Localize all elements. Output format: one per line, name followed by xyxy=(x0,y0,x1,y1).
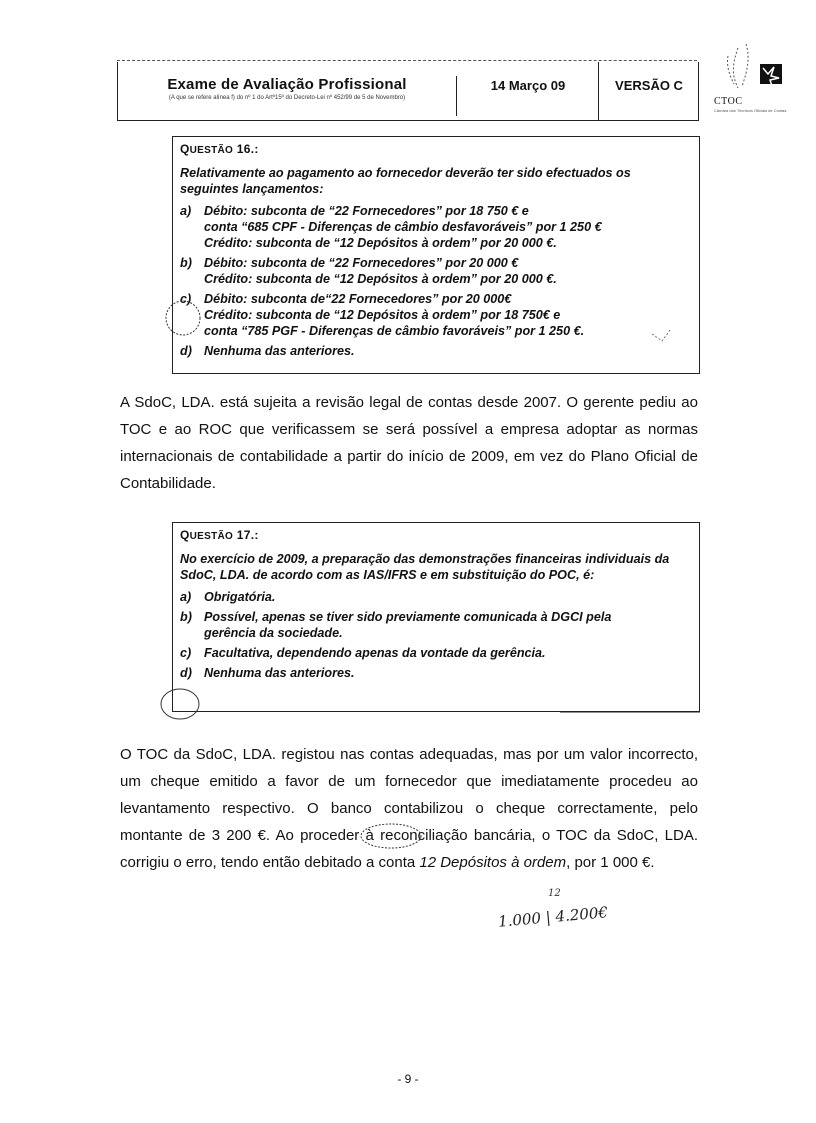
answer-option-b[interactable]: b) Débito: subconta de “22 Fornecedores” por 20 000 € Crédito: subconta de “12 Depósitos à ordem” por 20 000 €. xyxy=(180,256,557,286)
exam-subtitle: (A que se refere alínea f) do nº 1 do Artº15º do Decreto-Lei nº 452/99 de 5 de Novembro) xyxy=(168,95,406,101)
answer-option-a[interactable]: a) Obrigatória. xyxy=(180,590,276,604)
exam-header xyxy=(117,62,699,121)
exam-date: 14 Março 09 xyxy=(490,78,566,93)
exam-title: Exame de Avaliação Profissional xyxy=(167,76,407,93)
logo-subtext: Câmara dos Técnicos Oficiais de Contas xyxy=(714,108,787,113)
page-number: - 9 - xyxy=(397,1072,419,1086)
question-stem: Relativamente ao pagamento ao fornecedor deverão ter sido efectuados os seguintes lançamentos: xyxy=(180,166,631,196)
header-top-line xyxy=(117,60,697,61)
handwritten-note: 12 xyxy=(548,888,561,899)
exam-version: VERSÃO C xyxy=(615,78,683,93)
answer-option-a[interactable]: a) Débito: subconta de “22 Fornecedores” por 18 750 € e conta “685 CPF - Diferenças de câmbio desfavoráveis” por 1 250 € Crédito: subconta de “12 Depósitos à ordem” por 20 000 €. xyxy=(180,204,602,250)
context-paragraph: O TOC da SdoC, LDA. registou nas contas adequadas, mas por um valor incorrecto, um cheque emitido a favor de um fornecedor que imediatamente procedeu ao levantamento respectivo. O banco contabilizou o cheque correctamente, pelo montante de 3 200 €. Ao proceder à reconciliação bancária, o TOC da SdoC, LDA. corrigiu o erro, tendo então debitado a conta 12 Depósitos à ordem, por 1 000 €. xyxy=(120,746,698,871)
header-left xyxy=(118,76,456,101)
context-paragraph: A SdoC, LDA. está sujeita a revisão legal de contas desde 2007. O gerente pediu ao TOC e ao ROC que verificassem se será possível a empresa adoptar as normas internacionais de contabilidade a partir do início de 2009, em vez do Plano Oficial de Contabilidade. xyxy=(120,394,698,492)
header-divider xyxy=(598,62,599,120)
question-16-box xyxy=(172,136,700,374)
question-stem: No exercício de 2009, a preparação das demonstrações financeiras individuais da SdoC, LDA. de acordo com as IAS/IFRS e em substituição do POC, é: xyxy=(180,552,670,582)
handwritten-calculation: 1.000 | 4.200€ xyxy=(497,903,609,931)
answer-option-d[interactable]: d) Nenhuma das anteriores. xyxy=(180,344,355,358)
header-divider xyxy=(456,76,457,116)
answer-option-c[interactable]: c) Débito: subconta de“22 Fornecedores” por 20 000€ Crédito: subconta de “12 Depósitos à ordem” por 18 750€ e conta “785 PGF - Diferenças de câmbio favoráveis” por 1 250 €. xyxy=(180,292,585,338)
question-label: QUESTÃO 17.: xyxy=(180,528,259,542)
logo-text: CTOC xyxy=(714,96,743,107)
answer-option-b[interactable]: b) Possível, apenas se tiver sido previamente comunicada à DGCI pela gerência da sociedade. xyxy=(180,610,612,640)
answer-option-c[interactable]: c) Facultativa, dependendo apenas da vontade da gerência. xyxy=(180,646,546,660)
answer-option-d[interactable]: d) Nenhuma das anteriores. xyxy=(180,666,355,680)
question-label: QUESTÃO 16.: xyxy=(180,142,259,156)
question-17-box xyxy=(172,522,700,712)
